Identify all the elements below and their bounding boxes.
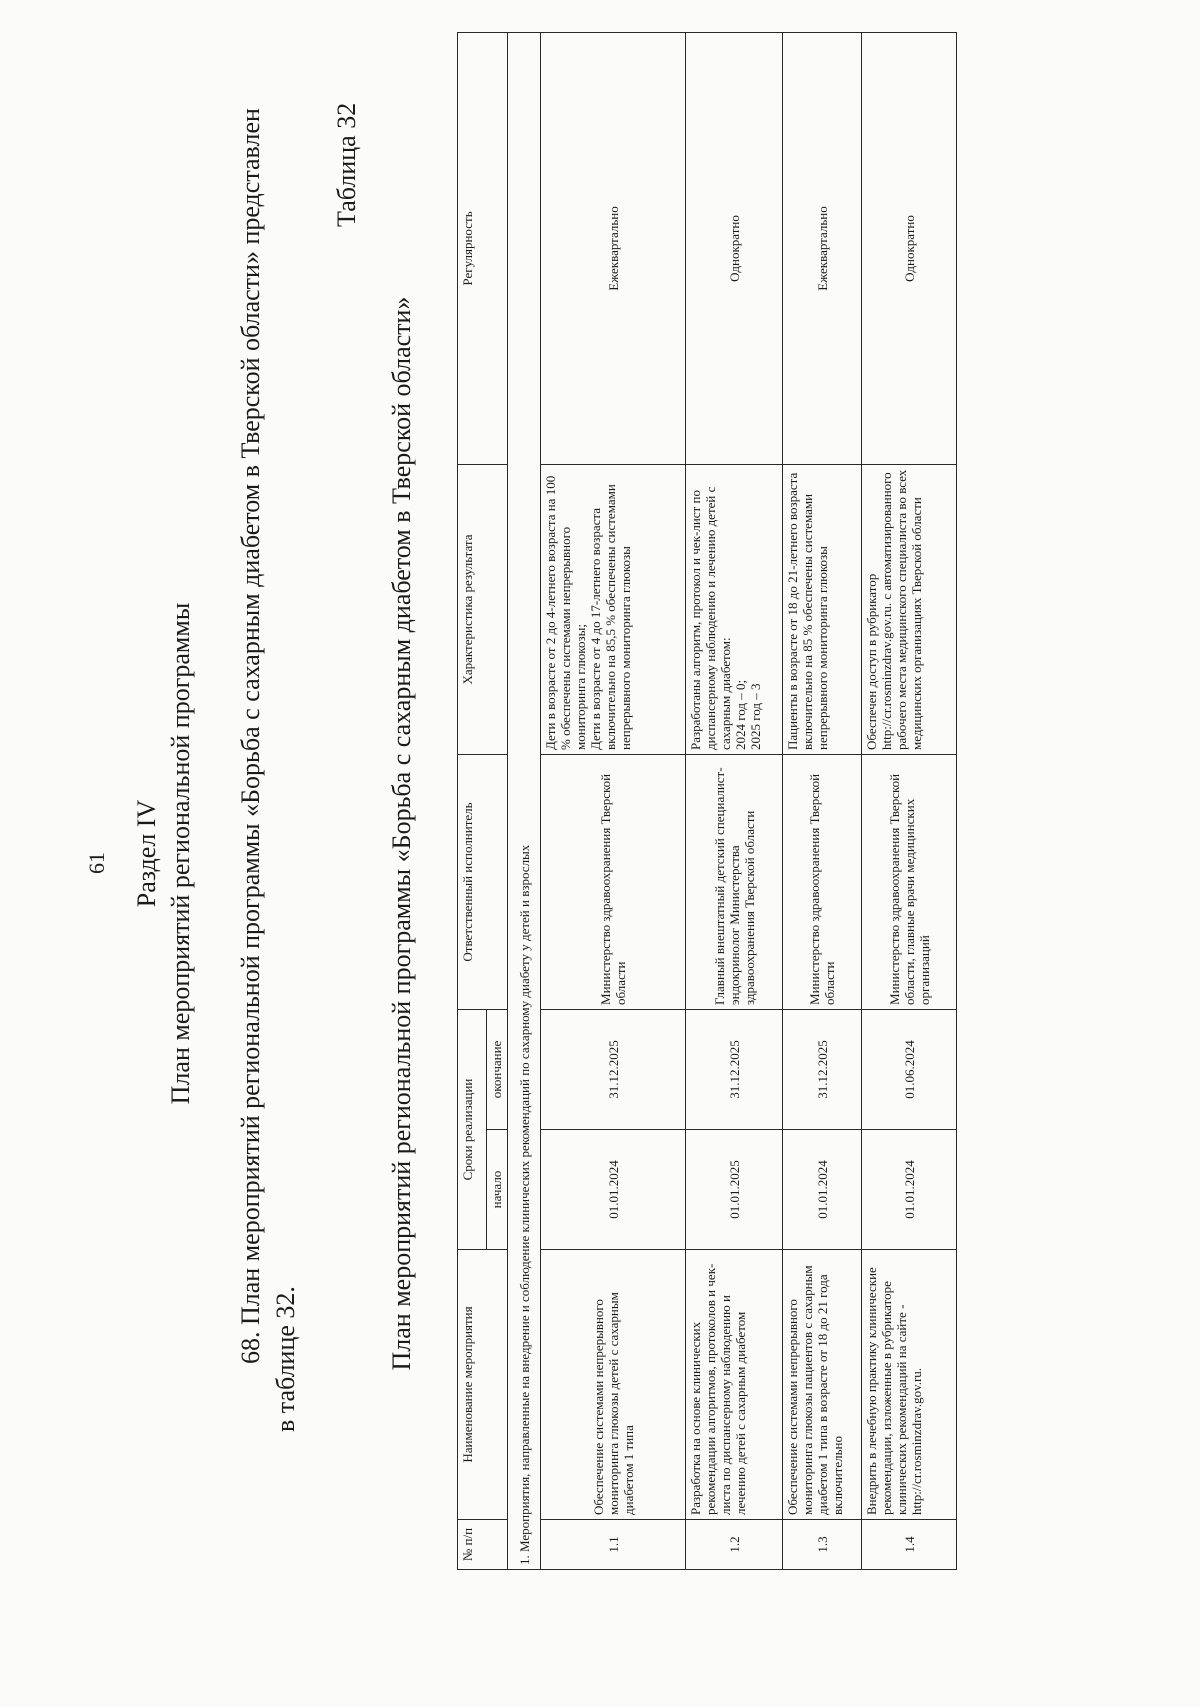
row-start: 01.01.2024 — [541, 1130, 686, 1250]
row-start: 01.01.2024 — [783, 1130, 862, 1250]
header-end: окончание — [487, 1009, 508, 1129]
row-regularity: Однократно — [686, 32, 783, 464]
section-title: Раздел IV — [132, 799, 161, 908]
row-num: 1.3 — [783, 1520, 862, 1570]
row-responsible: Министерство здравоохранения Тверской области — [783, 754, 862, 1009]
table-title: План мероприятий региональной программы «Борьба с сахарным диабетом в Тверской области» — [387, 296, 416, 1371]
row-result: Обеспечен доступ в рубрикатор http://cr.rosminzdrav.gov.ru. с автоматизированного рабочего места медицинского специалиста во всех медицинских организациях Тверской области — [862, 464, 957, 754]
row-result: Дети в возрасте от 2 до 4-летнего возраста на 100 % обеспечены системами непрерывного мониторинга глюкозы; Дети в возрасте от 4 до 17-летнего возраста включительно на 85,5 % обеспечены системами непрерывного мониторинга глюкозы — [541, 464, 686, 754]
row-result: Разработаны алгоритм, протокол и чек-лист по диспансерному наблюдению и лечению детей с сахарным диабетом: 2024 год – 0; 2025 год – 3 — [686, 464, 783, 754]
page-number: 61 — [84, 852, 109, 874]
intro-paragraph: 68. План мероприятий региональной программы «Борьба с сахарным диабетом в Тверской области» представлен в таблице 32. — [236, 108, 300, 1432]
table-label: Таблица 32 — [332, 102, 361, 227]
plan-title: План мероприятий региональной программы — [166, 602, 195, 1105]
plan-table — [457, 32, 957, 1570]
row-name: Разработка на основе клинических рекомендации алгоритмов, протоколов и чек-листа по диспансерному наблюдению и лечению детей с сахарным диабетом — [686, 1250, 783, 1520]
header-terms: Сроки реализации — [458, 1009, 487, 1249]
row-num: 1.4 — [862, 1520, 957, 1570]
row-name: Обеспечение системами непрерывного мониторинга глюкозы детей с сахарным диабетом 1 типа — [541, 1250, 686, 1520]
row-regularity: Однократно — [862, 32, 957, 464]
header-regularity: Регулярность — [458, 32, 508, 464]
header-start: начало — [487, 1130, 508, 1250]
row-start: 01.01.2024 — [862, 1130, 957, 1250]
row-end: 31.12.2025 — [686, 1009, 783, 1129]
row-num: 1.1 — [541, 1520, 686, 1570]
row-end: 31.12.2025 — [541, 1009, 686, 1129]
row-name: Обеспечение системами непрерывного мониторинга глюкозы пациентов с сахарным диабетом 1 типа в возрасте от 18 до 21 года включительно — [783, 1250, 862, 1520]
row-end: 01.06.2024 — [862, 1009, 957, 1129]
table-row — [862, 32, 957, 1569]
header-result: Характеристика результата — [458, 464, 508, 754]
table-row — [783, 32, 862, 1569]
row-responsible: Министерство здравоохранения Тверской области, главные врачи медицинских организаций — [862, 754, 957, 1009]
row-regularity: Ежеквартально — [783, 32, 862, 464]
row-end: 31.12.2025 — [783, 1009, 862, 1129]
table-header-row — [458, 32, 487, 1569]
section-row — [508, 32, 541, 1569]
header-responsible: Ответственный исполнитель — [458, 754, 508, 1009]
row-regularity: Ежеквартально — [541, 32, 686, 464]
row-name: Внедрить в лечебную практику клинические рекомендации, изложенные в рубрикаторе клинических рекомендаций на сайте - http://cr.rosminzdrav.gov.ru. — [862, 1250, 957, 1520]
header-name: Наименование мероприятия — [458, 1250, 508, 1520]
table-row — [686, 32, 783, 1569]
row-num: 1.2 — [686, 1520, 783, 1570]
row-responsible: Министерство здравоохранения Тверской области — [541, 754, 686, 1009]
row-start: 01.01.2025 — [686, 1130, 783, 1250]
header-num: № п/п — [458, 1520, 508, 1570]
table-row — [541, 32, 686, 1569]
row-result: Пациенты в возрасте от 18 до 21-летнего возраста включительно на 85 % обеспечены системами непрерывного мониторинга глюкозы — [783, 464, 862, 754]
row-responsible: Главный внештатный детский специалист-эндокринолог Министерства здравоохранения Тверской области — [686, 754, 783, 1009]
section-title-cell: 1. Мероприятия, направленные на внедрение и соблюдение клинических рекомендаций по сахарному диабету у детей и взрослых — [508, 32, 541, 1569]
